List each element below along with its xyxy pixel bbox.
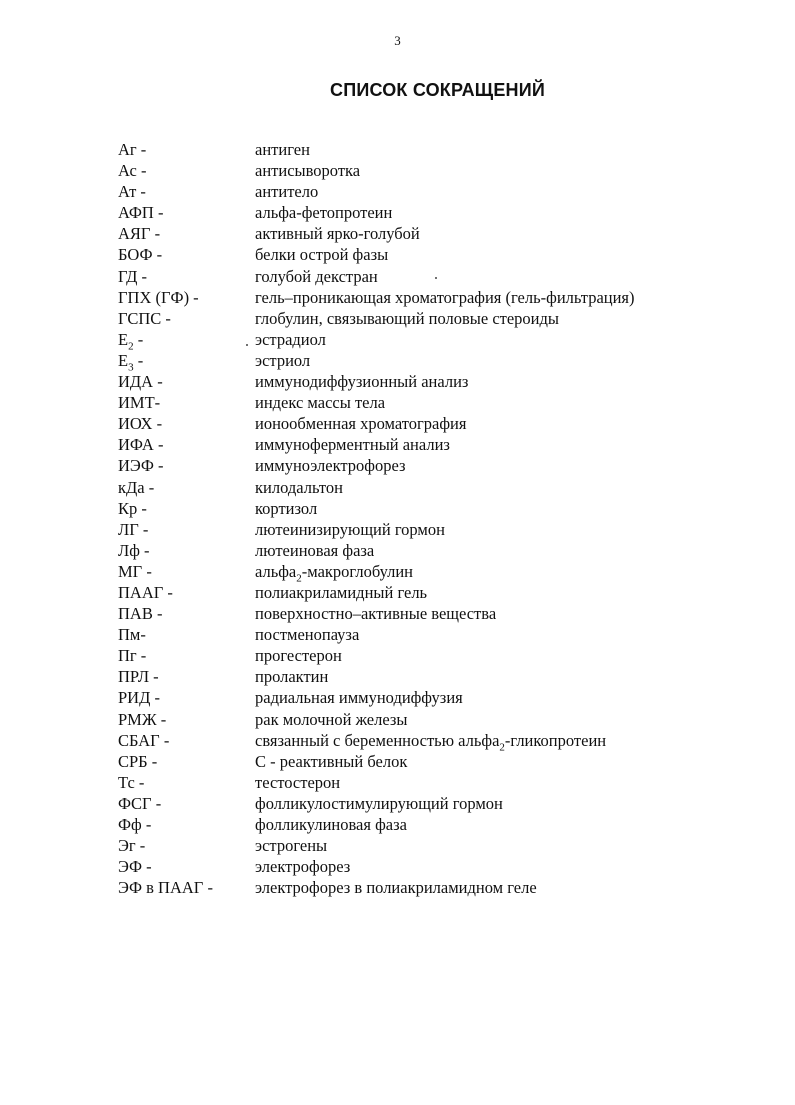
abbreviation-row [118, 772, 738, 793]
abbreviation-row [118, 477, 738, 498]
abbreviation-row [118, 181, 738, 202]
abbreviation-term: ИДА - [118, 372, 163, 392]
abbreviation-row [118, 244, 738, 265]
abbreviation-row [118, 877, 738, 898]
abbreviation-term: Кр - [118, 498, 147, 518]
abbreviation-row [118, 687, 738, 708]
abbreviation-row [118, 371, 738, 392]
abbreviation-row [118, 814, 738, 835]
abbreviation-row [118, 519, 738, 540]
abbreviation-row [118, 350, 738, 374]
abbreviation-row [118, 835, 738, 856]
abbreviation-definition: белки острой фазы [255, 245, 389, 265]
page-number: 3 [394, 33, 401, 48]
abbreviation-row [118, 561, 738, 585]
abbreviation-definition: тестостерон [255, 772, 341, 792]
abbreviation-definition: иммунодиффузионный анализ [255, 372, 469, 392]
abbreviation-term: Аг - [118, 140, 147, 159]
abbreviation-term: ГПХ (ГФ) - [118, 287, 199, 307]
abbreviation-definition: антитело [255, 182, 319, 202]
abbreviation-row [118, 139, 738, 160]
abbreviation-definition: иммуноэлектрофорез [255, 456, 406, 476]
abbreviation-row [118, 455, 738, 476]
abbreviation-definition: антисыворотка [255, 161, 361, 181]
abbreviation-term: Лф - [118, 540, 150, 560]
abbreviation-definition: индекс массы тела [255, 393, 386, 413]
abbreviation-term: $E_3$ - [118, 350, 144, 374]
abbreviation-definition: лютеинизирующий гормон [255, 519, 445, 539]
abbreviation-definition: антиген [255, 140, 310, 159]
abbreviation-row [118, 413, 738, 434]
abbreviation-row [118, 498, 738, 519]
abbreviation-definition: голубой декстран [255, 266, 378, 286]
abbreviation-term: ПААГ - [118, 582, 173, 602]
abbreviation-definition: кортизол [255, 498, 318, 518]
abbreviation-row [118, 266, 738, 287]
abbreviation-definition: эстрадиол [255, 329, 326, 349]
abbreviation-term: ИФА - [118, 435, 164, 455]
abbreviation-definition: фолликулостимулирующий гормон [255, 793, 503, 813]
abbreviation-row [118, 308, 738, 329]
abbreviation-definition: альфа-фетопротеин [255, 203, 393, 223]
abbreviation-definition: радиальная иммунодиффузия [255, 688, 463, 708]
abbreviation-term: СРБ - [118, 751, 158, 771]
abbreviation-term: Ат - [118, 182, 146, 202]
abbreviation-row [118, 709, 738, 730]
abbreviation-row [118, 793, 738, 814]
abbreviation-term: Ас - [118, 161, 147, 181]
abbreviation-row [118, 666, 738, 687]
abbreviation-term: АЯГ - [118, 224, 161, 244]
abbreviation-definition: килодальтон [255, 477, 343, 497]
scan-speck [435, 277, 437, 279]
abbreviation-definition: полиакриламидный гель [255, 582, 428, 602]
abbreviation-row [118, 645, 738, 666]
abbreviation-definition: гель–проникающая хроматография (гель-фильтрация) [255, 287, 635, 307]
abbreviation-definition: ионообменная хроматография [255, 414, 467, 434]
abbreviation-definition: С - реактивный белок [255, 751, 408, 771]
abbreviation-definition: связанный с беременностью альфа$_2$-гликопротеин [255, 730, 607, 753]
abbreviation-term: Фф - [118, 815, 152, 834]
abbreviation-term: ФСГ - [118, 793, 162, 813]
abbreviation-definition: поверхностно–активные вещества [255, 604, 497, 624]
abbreviation-term: АФП - [118, 203, 164, 223]
abbreviation-row [118, 582, 738, 603]
page-title: СПИСОК СОКРАЩЕНИЙ [330, 80, 545, 100]
abbreviation-definition: фолликулиновая фаза [255, 815, 407, 834]
abbreviation-row [118, 392, 738, 413]
abbreviation-term: ПРЛ - [118, 667, 159, 687]
abbreviation-row [118, 751, 738, 772]
abbreviation-definition: прогестерон [255, 646, 342, 666]
abbreviation-row [118, 730, 738, 751]
abbreviation-row [118, 434, 738, 455]
abbreviation-term: ЭФ в ПААГ - [118, 878, 213, 898]
abbreviation-row [118, 287, 738, 308]
abbreviation-definition: альфа$_2$-макроглобулин [255, 561, 414, 585]
abbreviation-term: ИЭФ - [118, 456, 164, 476]
abbreviation-definition: глобулин, связывающий половые стероиды [255, 308, 559, 328]
abbreviation-row [118, 223, 738, 244]
abbreviation-definition: эстриол [255, 350, 311, 370]
scan-speck [246, 344, 248, 346]
abbreviation-term: Пм- [118, 625, 146, 645]
abbreviation-term: ЭФ - [118, 857, 152, 877]
abbreviation-term: Пг - [118, 646, 147, 666]
abbreviation-term: ИМТ- [118, 393, 161, 413]
abbreviation-row [118, 603, 738, 624]
abbreviation-term: кДа - [118, 477, 155, 497]
abbreviation-term: ГСПС - [118, 308, 171, 328]
abbreviation-definition: постменопауза [255, 625, 360, 645]
abbreviation-term: БОФ - [118, 245, 163, 265]
abbreviation-term: МГ - [118, 561, 152, 581]
abbreviation-definition: пролактин [255, 667, 329, 687]
abbreviation-term: ПАВ - [118, 604, 163, 624]
abbreviation-term: РМЖ - [118, 709, 167, 729]
abbreviation-term: Тс - [118, 772, 145, 792]
abbreviation-definition: электрофорез в полиакриламидном геле [255, 878, 537, 898]
abbreviation-term: РИД - [118, 688, 160, 708]
abbreviation-row [118, 624, 738, 645]
abbreviation-row [118, 540, 738, 561]
abbreviation-definition: лютеиновая фаза [255, 540, 375, 560]
abbreviation-list [118, 139, 738, 898]
abbreviation-term: $E_2$ - [118, 329, 144, 353]
abbreviation-term: ГД - [118, 266, 147, 286]
abbreviation-term: СБАГ - [118, 730, 170, 750]
abbreviation-row [118, 329, 738, 353]
abbreviation-row [118, 202, 738, 223]
abbreviation-term: ИОХ - [118, 414, 163, 434]
abbreviation-term: Эг - [118, 836, 146, 856]
abbreviation-term: ЛГ - [118, 519, 149, 539]
abbreviation-definition: рак молочной железы [255, 709, 408, 729]
abbreviation-definition: активный ярко-голубой [255, 224, 420, 244]
abbreviation-row [118, 160, 738, 181]
abbreviation-definition: электрофорез [255, 857, 351, 877]
abbreviation-row [118, 856, 738, 877]
abbreviation-definition: эстрогены [255, 836, 328, 856]
abbreviation-definition: иммуноферментный анализ [255, 435, 450, 455]
